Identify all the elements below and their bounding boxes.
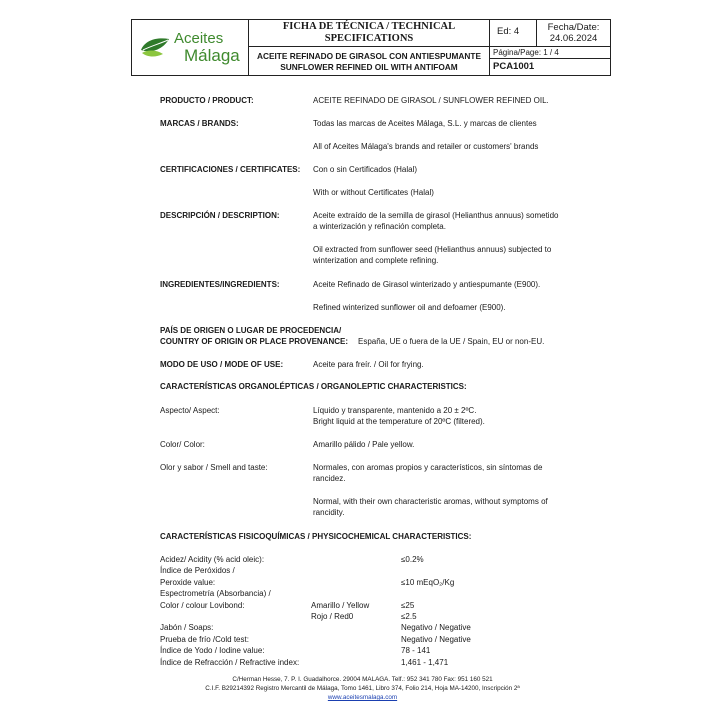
spectrometry-yellow-label: Amarillo / Yellow	[311, 601, 370, 610]
date-value: 24.06.2024	[549, 33, 598, 44]
color-value: Amarillo pálido / Pale yellow.	[313, 440, 415, 449]
origin-label-line-1: PAÍS DE ORIGEN O LUGAR DE PROCEDENCIA/	[160, 326, 342, 335]
ingredients-value-en: Refined winterized sunflower oil and defoamer (E900).	[313, 303, 506, 312]
acidity-value: ≤0.2%	[401, 555, 424, 564]
brands-value-es: Todas las marcas de Aceites Málaga, S.L. y marcas de clientes	[313, 119, 537, 128]
ingredients-value-es: Aceite Refinado de Girasol winterizado y antiespumante (E900).	[313, 280, 541, 289]
description-label: DESCRIPCIÓN / DESCRIPTION:	[160, 211, 280, 220]
product-label: PRODUCTO / PRODUCT:	[160, 96, 254, 105]
description-en-line-1: Oil extracted from sunflower seed (Helianthus annuus) subjected to	[313, 245, 552, 254]
subtitle-line-1: ACEITE REFINADO DE GIRASOL CON ANTIESPUMANTE	[256, 51, 482, 61]
title-line-2: SPECIFICATIONS	[324, 33, 414, 44]
ingredients-label: INGREDIENTES/INGREDIENTS:	[160, 280, 280, 289]
document-date	[537, 20, 610, 47]
refraction-value: 1,461 - 1,471	[401, 658, 449, 667]
cold-test-label: Prueba de frío /Cold test:	[160, 635, 249, 644]
brands-label: MARCAS / BRANDS:	[160, 119, 239, 128]
iodine-label: Índice de Yodo / Iodine value:	[160, 646, 265, 655]
soap-value: Negativo / Negative	[401, 623, 471, 632]
odor-en-line-2: rancidity.	[313, 508, 345, 517]
acidity-label: Acidez/ Acidity (% acid oleic):	[160, 555, 265, 564]
document-title	[249, 20, 490, 47]
certificates-value-en: With or without Certificates (Halal)	[313, 188, 434, 197]
certificates-value-es: Con o sin Certificados (Halal)	[313, 165, 418, 174]
cold-test-value: Negativo / Negative	[401, 635, 471, 644]
soap-label: Jabón / Soaps:	[160, 623, 214, 632]
footer-address: C/Herman Hesse, 7. P. I. Guadalhorce. 29004 MALAGA. Telf.: 952 341 780 Fax: 951 160 521	[232, 676, 493, 683]
title-line-1: FICHA DE TÉCNICA / TECHNICAL	[282, 21, 456, 32]
usage-value: Aceite para freír. / Oil for frying.	[313, 360, 424, 369]
peroxide-label-line-1: Índice de Peróxidos /	[160, 566, 235, 575]
organoleptic-heading: CARACTERÍSTICAS ORGANOLÉPTICAS / ORGANOLEPTIC CHARACTERISTICS:	[160, 382, 467, 391]
document-header	[131, 19, 611, 76]
iodine-value: 78 - 141	[401, 646, 431, 655]
peroxide-label-line-2: Peroxide value:	[160, 578, 216, 587]
odor-es-line-1: Normales, con aromas propios y característicos, sin síntomas de	[313, 463, 543, 472]
odor-en-line-1: Normal, with their own characteristic aromas, without symptoms of	[313, 497, 548, 506]
description-es-line-1: Aceite extraído de la semilla de girasol (Helianthus annuus) sometido	[313, 211, 559, 220]
product-code: PCA1001	[493, 61, 535, 72]
refraction-label: Índice de Refracción / Refractive index:	[160, 658, 300, 667]
footer-registry: C.I.F. B29214392 Registro Mercantil de Málaga, Tomo 1461, Libro 374, Folio 214, Hoja MA-14200, Inscripción 2ª	[205, 685, 520, 692]
aspect-value-line-2: Bright liquid at the temperature of 20ºC (filtered).	[313, 417, 485, 426]
odor-label: Olor y sabor / Smell and taste:	[160, 463, 268, 472]
date-label: Fecha/Date:	[547, 22, 600, 33]
aspect-value-line-1: Líquido y transparente, mantenido a 20 ± 2ºC.	[313, 406, 477, 415]
page-number: Página/Page: 1 / 4	[490, 47, 610, 59]
spectrometry-yellow-value: ≤25	[401, 601, 415, 610]
odor-es-line-2: rancidez.	[313, 474, 346, 483]
spectrometry-label-line-1: Espectrometría (Absorbancia) /	[160, 589, 271, 598]
description-en-line-2: winterization and complete refining.	[313, 256, 439, 265]
peroxide-value: ≤10 mEqO₂/Kg	[401, 578, 455, 587]
edition-number: Ed: 4	[490, 20, 537, 47]
description-es-line-2: a winterización y refinación completa.	[313, 222, 446, 231]
company-logo	[132, 20, 249, 75]
spectrometry-red-value: ≤2.5	[401, 612, 417, 621]
spectrometry-label-line-2: Color / colour Lovibond:	[160, 601, 245, 610]
subtitle-line-2: SUNFLOWER REFINED OIL WITH ANTIFOAM	[280, 62, 458, 72]
certificates-label: CERTIFICACIONES / CERTIFICATES:	[160, 165, 301, 174]
page-footer	[150, 675, 575, 702]
logo-text-malaga: Málaga	[184, 46, 240, 65]
aspect-label: Aspecto/ Aspect:	[160, 406, 220, 415]
logo-text-aceites: Aceites	[174, 30, 224, 47]
spectrometry-red-label: Rojo / Red0	[311, 612, 354, 621]
document-subtitle	[249, 47, 490, 75]
origin-label-line-2: COUNTRY OF ORIGIN OR PLACE PROVENANCE:	[160, 337, 349, 346]
brands-value-en: All of Aceites Málaga's brands and retailer or customers' brands	[313, 142, 539, 151]
physicochemical-heading: CARACTERÍSTICAS FISICOQUÍMICAS / PHYSICOCHEMICAL CHARACTERISTICS:	[160, 532, 472, 541]
usage-label: MODO DE USO / MODE OF USE:	[160, 360, 284, 369]
color-label: Color/ Color:	[160, 440, 205, 449]
origin-value: España, UE o fuera de la UE / Spain, EU or non-EU.	[358, 337, 545, 346]
leaf-logo-icon	[139, 33, 173, 59]
footer-website-link[interactable]: www.aceitesmalaga.com	[327, 694, 398, 701]
product-value: ACEITE REFINADO DE GIRASOL / SUNFLOWER REFINED OIL.	[313, 96, 549, 105]
